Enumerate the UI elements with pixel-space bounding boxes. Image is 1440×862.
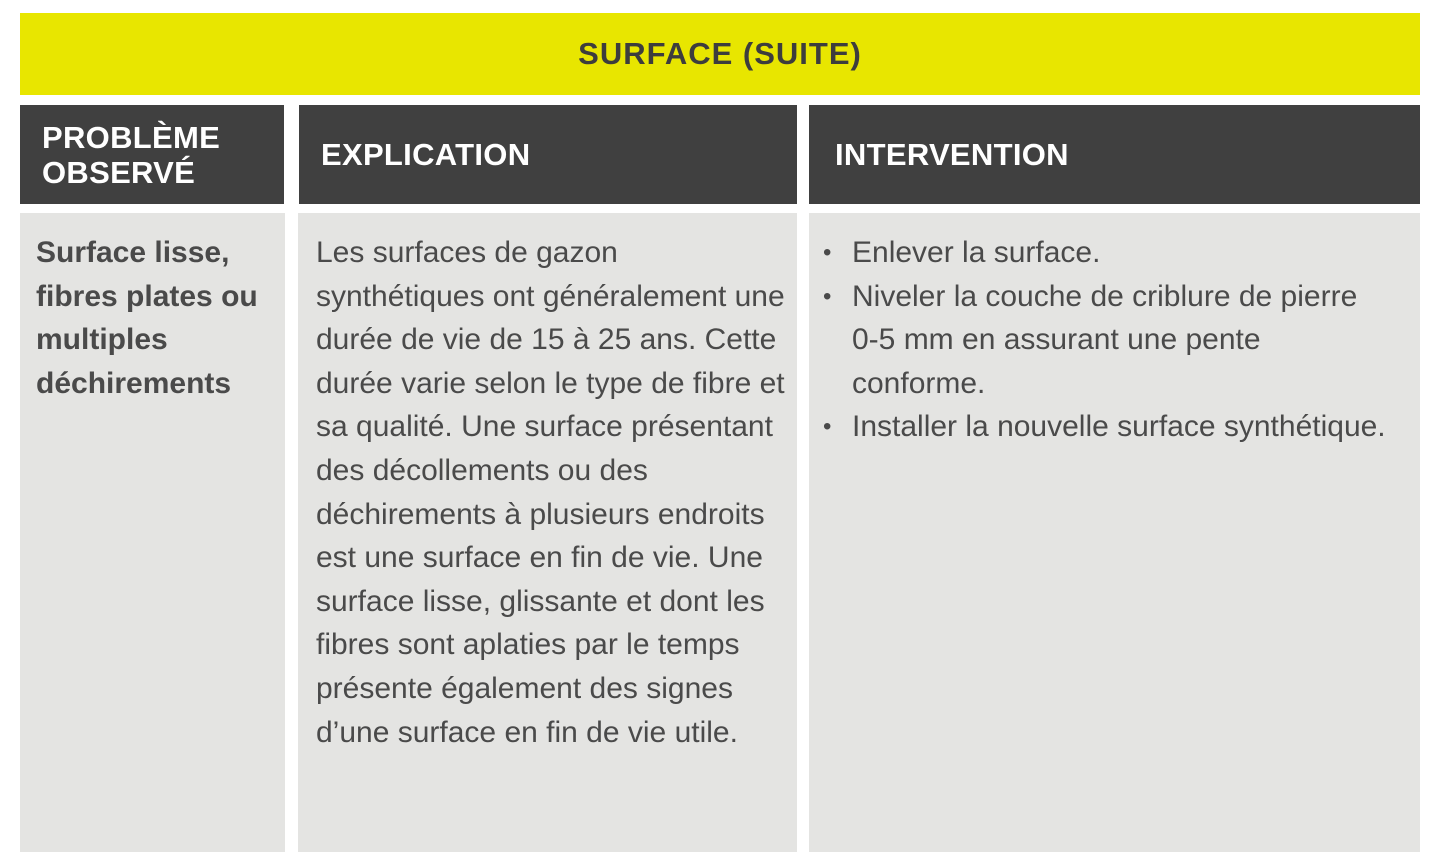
- header-explanation-label: EXPLICATION: [321, 137, 531, 172]
- intervention-text: Enlever la surface.: [852, 236, 1101, 269]
- header-intervention: [809, 105, 1420, 204]
- intervention-text: Niveler la couche de criblure de pierre 0-5 mm en assurant une pente conforme.: [852, 279, 1358, 400]
- header-problem-label: PROBLÈME OBSERVÉ: [42, 119, 221, 190]
- header-explanation: [299, 105, 797, 204]
- list-item: [823, 405, 1390, 449]
- bullet-icon: •: [823, 413, 832, 441]
- header-intervention-label: INTERVENTION: [835, 137, 1069, 172]
- cell-intervention: [809, 213, 1420, 852]
- list-item: [823, 231, 1390, 275]
- intervention-text: Installer la nouvelle surface synthétique.: [852, 410, 1386, 444]
- bullet-icon: •: [823, 239, 832, 266]
- header-problem: [20, 105, 284, 204]
- problem-text: Surface lisse, fibres plates ou multiples déchirements: [36, 236, 258, 400]
- cell-problem: [20, 213, 285, 852]
- table-title-bar: [20, 13, 1420, 95]
- table-title: SURFACE (SUITE): [578, 36, 862, 71]
- intervention-list: [823, 231, 1390, 449]
- explanation-text: Les surfaces de gazon synthétiques ont généralement une durée de vie de 15 à 25 ans. Cette durée varie selon le type de fibre et sa qualité. Une surface présentant des décollements ou des déchirements à plusieurs endroits est une surface en fin de vie. Une surface lisse, glissante et dont les fibres sont aplaties par le temps présente également des signes d’une surface en fin de vie utile.: [316, 236, 785, 749]
- cell-explanation: [298, 213, 797, 852]
- bullet-icon: •: [823, 282, 832, 310]
- list-item: [823, 275, 1390, 406]
